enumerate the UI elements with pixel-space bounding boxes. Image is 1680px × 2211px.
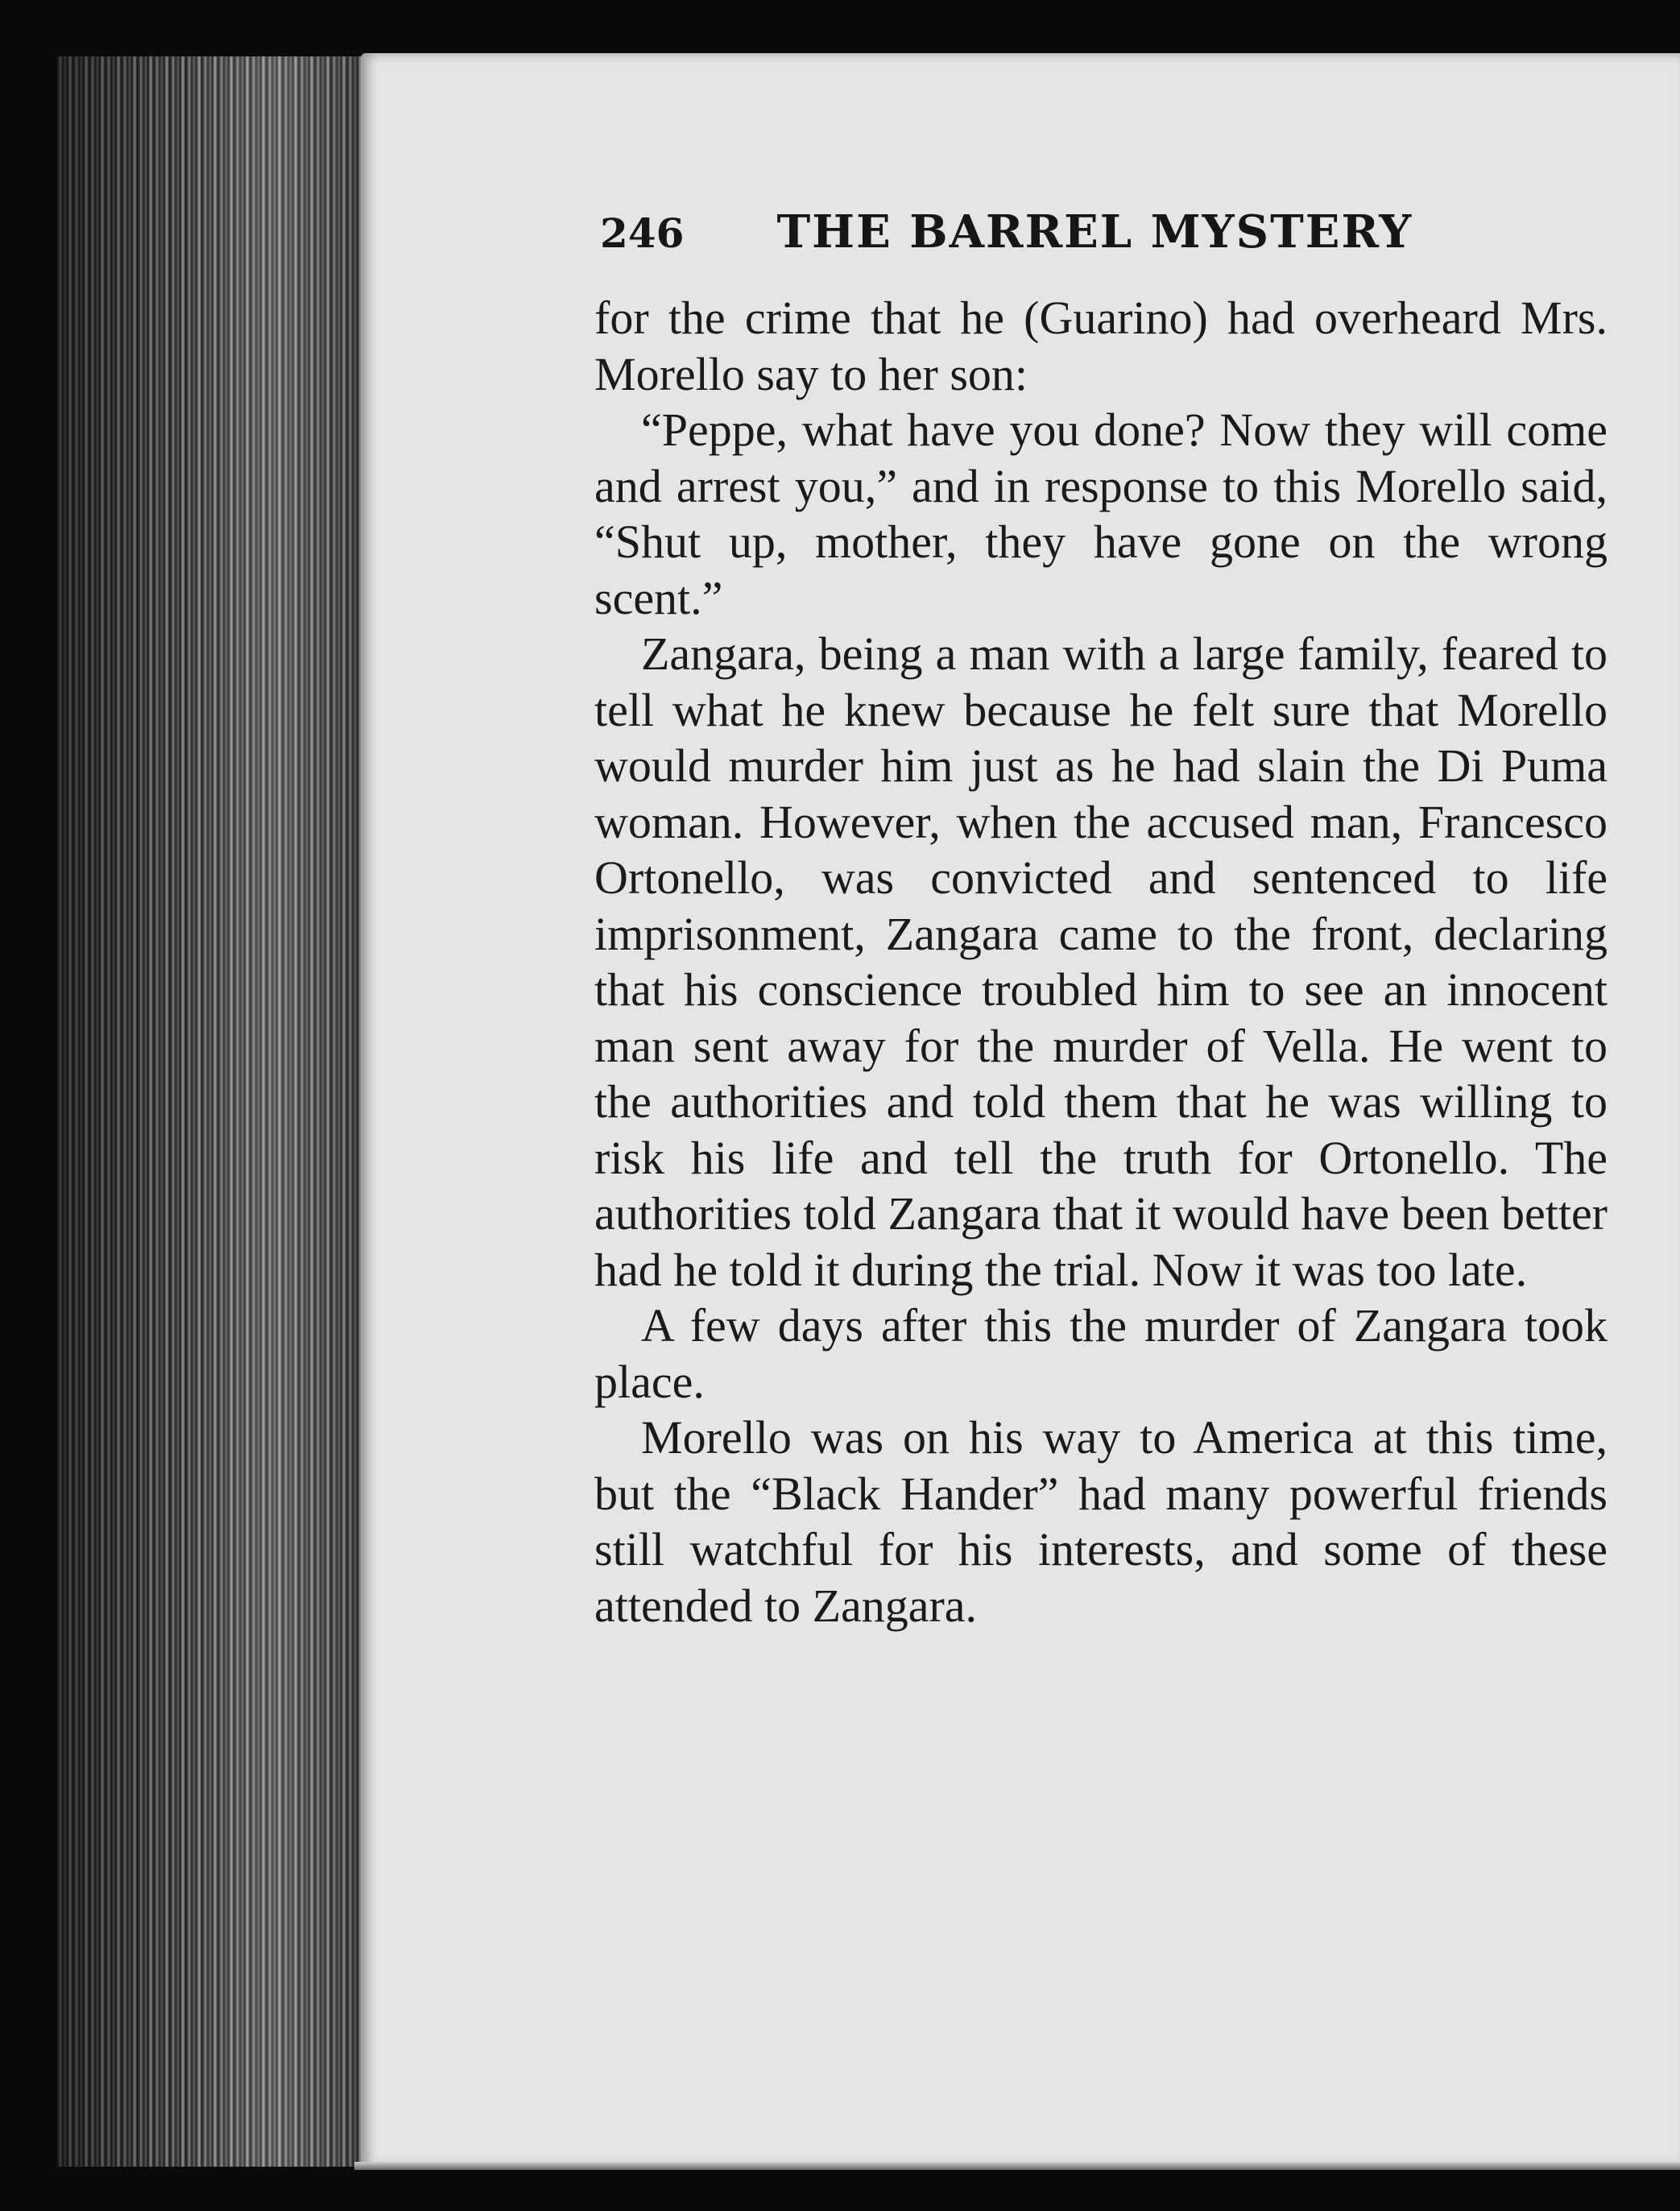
body-text	[594, 290, 1608, 1633]
running-head-title: THE BARREL MYSTERY	[776, 205, 1413, 259]
paragraph-3: Zangara, being a man with a large family, feared to tell what he knew because he felt sure that Morello would murder him just as he had slain the Di Puma woman. However, when the accused man, Francesco Ortonello, was convicted and sentenced to life imprisonment, Zangara came to the front, declaring that his conscience troubled him to see an innocent man sent away for the murder of Vella. He went to the authorities and told them that he was willing to risk his life and tell the truth for Ortonello. The authorities told Zangara that it would have been better had he told it during the trial. Now it was too late.	[594, 627, 1608, 1296]
page-edges	[56, 56, 370, 2167]
paragraph-5: Morello was on his way to America at this time, but the “Black Hander” had many powerful friends still watchful for his interests, and some of these attended to Zangara.	[594, 1411, 1608, 1632]
running-head	[600, 200, 1454, 266]
page-bottom-edge	[354, 2162, 1680, 2170]
paragraph-4: A few days after this the murder of Zangara took place.	[594, 1299, 1608, 1408]
paragraph-2: “Peppe, what have you done? Now they will come and arrest you,” and in response to this Morello said, “Shut up, mother, they have gone on the wrong scent.”	[594, 404, 1608, 624]
page-number: 246	[600, 209, 685, 257]
paragraph-1: for the crime that he (Guarino) had overheard Mrs. Morello say to her son:	[594, 292, 1608, 400]
